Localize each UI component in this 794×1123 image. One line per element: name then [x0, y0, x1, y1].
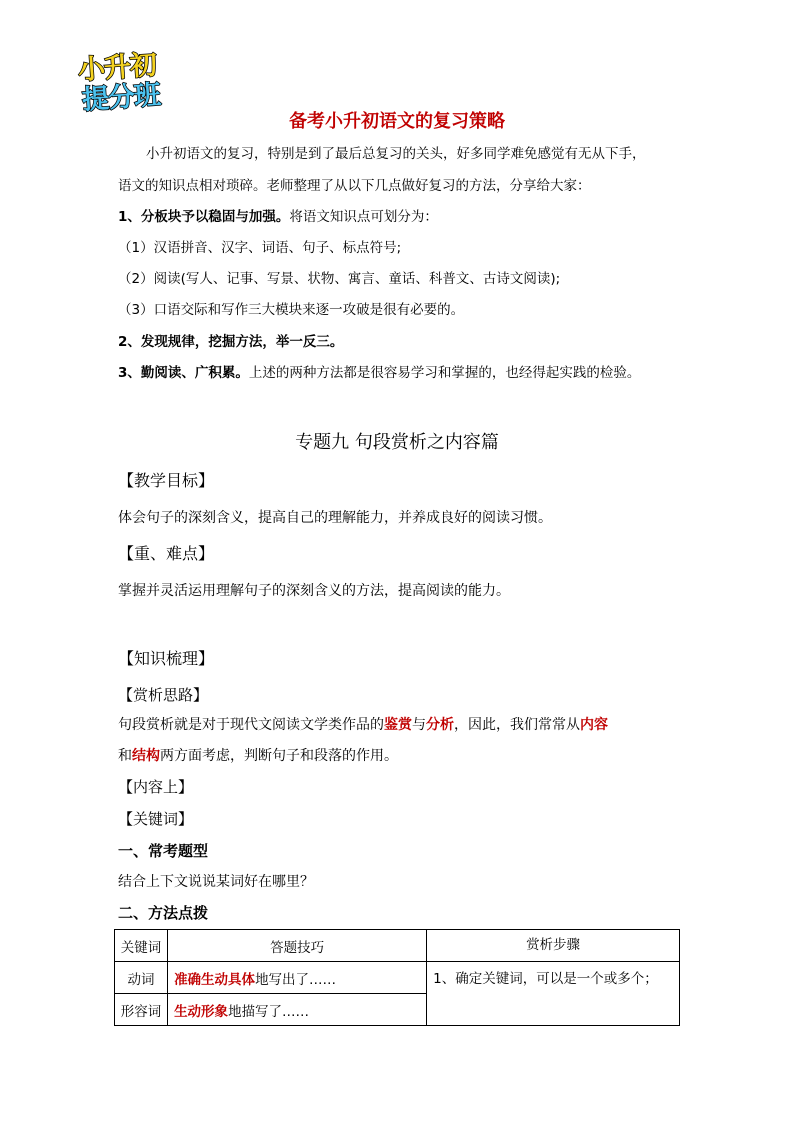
table-cell-adjective: 形容词	[115, 994, 168, 1026]
verb-technique-highlight: 准确生动具体	[174, 971, 256, 988]
topic-title: 专题九 句段赏析之内容篇	[295, 432, 499, 453]
table-row	[115, 962, 680, 994]
table-header-technique: 答题技巧	[168, 930, 427, 962]
intro-paragraph-1: 小升初语文的复习，特别是到了最后总复习的关头，好多同学难免感觉有无从下手，	[146, 146, 646, 162]
intro-item-3-rest: 上述的两种方法都是很容易学习和掌握的，也经得起实践的检验。	[248, 365, 641, 381]
intro-item-3-bold: 3、勤阅读、广积累。	[118, 365, 249, 381]
analysis-keyword-structure: 结构	[132, 748, 160, 764]
question-text: 结合上下文说说某词好在哪里？	[118, 874, 314, 890]
page-title: 备考小升初语文的复习策略	[289, 111, 505, 132]
analysis-line-1	[118, 714, 608, 736]
intro-item-1-rest: 将语文知识点可划分为：	[289, 209, 438, 225]
analysis-text-a: 句段赏析就是对于现代文阅读文学类作品的	[118, 717, 384, 733]
keyword-heading: 【关键词】	[118, 810, 194, 828]
table-header-keyword: 关键词	[115, 930, 168, 962]
logo-line-1: 小升初	[77, 49, 158, 87]
key-points-heading: 【重、难点】	[118, 544, 215, 563]
intro-item-2: 2、发现规律，挖掘方法，举一反三。	[118, 334, 344, 350]
analysis-line-2	[118, 745, 398, 767]
adjective-technique-rest: 地描写了……	[228, 1003, 310, 1020]
analysis-text-e: 两方面考虑，判断句子和段落的作用。	[160, 748, 398, 764]
section-1-heading: 一、常考题型	[118, 842, 209, 860]
section-2-heading: 二、方法点拨	[118, 904, 209, 922]
intro-sub-1: （1）汉语拼音、汉字、词语、句子、标点符号;	[118, 240, 402, 256]
intro-paragraph-2: 语文的知识点相对琐碎。老师整理了从以下几点做好复习的方法，分享给大家：	[118, 178, 591, 194]
goals-text: 体会句子的深刻含义，提高自己的理解能力，并养成良好的阅读习惯。	[118, 510, 552, 526]
intro-sub-2: （2）阅读(写人、记事、写景、状物、寓言、童话、科普文、古诗文阅读);	[118, 271, 561, 287]
methods-table	[114, 929, 680, 1026]
table-header-steps: 赏析步骤	[427, 930, 680, 962]
content-heading: 【内容上】	[118, 778, 194, 796]
intro-sub-3: （3）口语交际和写作三大模块来逐一攻破是很有必要的。	[118, 302, 465, 318]
analysis-text-b: 与	[412, 717, 426, 733]
intro-item-3	[118, 363, 640, 383]
analysis-keyword-analysis: 分析	[426, 717, 454, 733]
analysis-keyword-appreciation: 鉴赏	[384, 717, 412, 733]
table-cell-verb: 动词	[115, 962, 168, 994]
analysis-text-c: ，因此，我们常常从	[454, 717, 580, 733]
table-cell-steps: 1、确定关键词，可以是一个或多个；	[427, 962, 680, 1026]
verb-technique-rest: 地写出了……	[255, 971, 337, 988]
analysis-heading: 【赏析思路】	[118, 686, 209, 704]
goals-heading: 【教学目标】	[118, 471, 215, 490]
key-points-text: 掌握并灵活运用理解句子的深刻含义的方法，提高阅读的能力。	[118, 583, 510, 599]
intro-item-1	[118, 207, 438, 227]
knowledge-heading: 【知识梳理】	[118, 649, 215, 668]
analysis-text-d: 和	[118, 748, 132, 764]
adjective-technique-highlight: 生动形象	[174, 1003, 229, 1020]
table-header-row	[115, 930, 680, 962]
logo-line-2: 提分班	[81, 79, 161, 117]
intro-item-1-bold: 1、分板块予以稳固与加强。	[118, 209, 290, 225]
analysis-keyword-content: 内容	[580, 717, 608, 733]
table-cell-verb-technique	[168, 962, 427, 994]
table-cell-adjective-technique	[168, 994, 427, 1026]
